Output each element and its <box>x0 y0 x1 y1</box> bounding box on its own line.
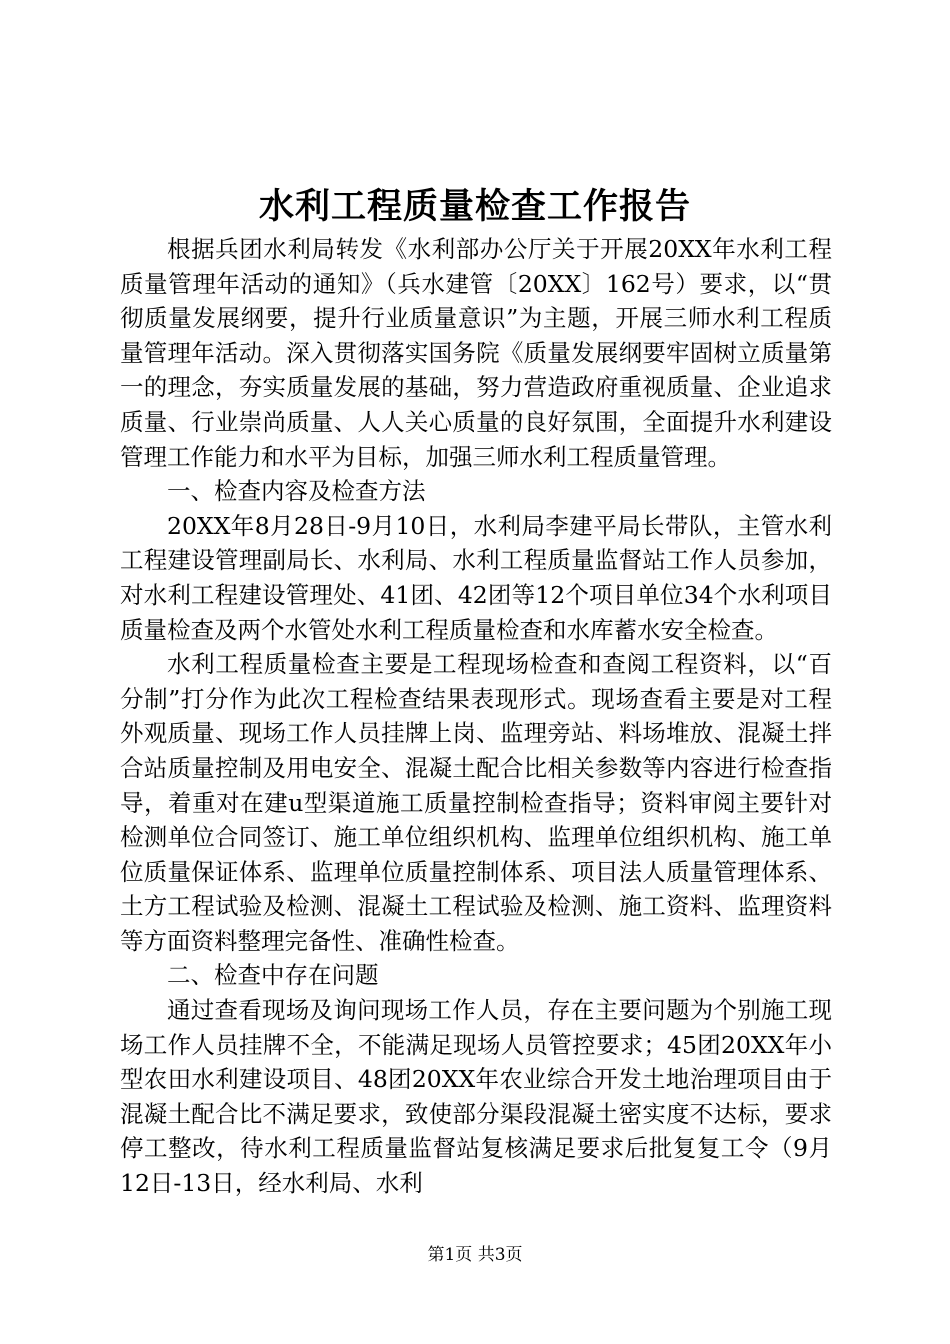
document-title: 水利工程质量检查工作报告 <box>258 186 691 227</box>
paragraph-problems: 通过查看现场及询问现场工作人员，存在主要问题为个别施工现场工作人员挂牌不全，不能满足现场人员管控要求；45团20XX年小型农田水利建设项目、48团20XX年农业综合开发土地治理项目由于混凝土配合比不满足要求，致使部分渠段混凝土密实度不达标，要求停工整改，待水利工程质量监督站复核满足要求后批复复工令（9月12日-13日，经水利局、水利 <box>120 996 832 1198</box>
paragraph-intro: 根据兵团水利局转发《水利部办公厅关于开展20XX年水利工程质量管理年活动的通知》（兵水建管〔20XX〕162号）要求，以“贯彻质量发展纲要，提升行业质量意识”为主题，开展三师水利工程质量管理年活动。深入贯彻落实国务院《质量发展纲要牢固树立质量第一的理念，夯实质量发展的基础，努力营造政府重视质量、企业追求质量、行业崇尚质量、人人关心质量的良好氛围，全面提升水利建设管理工作能力和水平为目标，加强三师水利工程质量管理。 <box>120 235 832 471</box>
page-footer: 第1页 共3页 <box>427 1245 523 1265</box>
document-body <box>120 232 832 1201</box>
paragraph-inspection-method: 水利工程质量检查主要是工程现场检查和查阅工程资料，以“百分制”打分作为此次工程检查结果表现形式。现场查看主要是对工程外观质量、现场工作人员挂牌上岗、监理旁站、料场堆放、混凝土拌合站质量控制及用电安全、混凝土配合比相关参数等内容进行检查指导，着重对在建u型渠道施工质量控制检查指导；资料审阅主要针对检测单位合同签订、施工单位组织机构、监理单位组织机构、施工单位质量保证体系、监理单位质量控制体系、项目法人质量管理体系、土方工程试验及检测、混凝土工程试验及检测、施工资料、监理资料等方面资料整理完备性、准确性检查。 <box>120 650 832 955</box>
section-heading-2: 二、检查中存在问题 <box>167 961 379 990</box>
paragraph-inspection-scope: 20XX年8月28日-9月10日，水利局李建平局长带队，主管水利工程建设管理副局长、水利局、水利工程质量监督站工作人员参加，对水利工程建设管理处、41团、42团等12个项目单位34个水利项目质量检查及两个水管处水利工程质量检查和水库蓄水安全检查。 <box>120 511 832 644</box>
section-heading-1: 一、检查内容及检查方法 <box>167 477 426 506</box>
